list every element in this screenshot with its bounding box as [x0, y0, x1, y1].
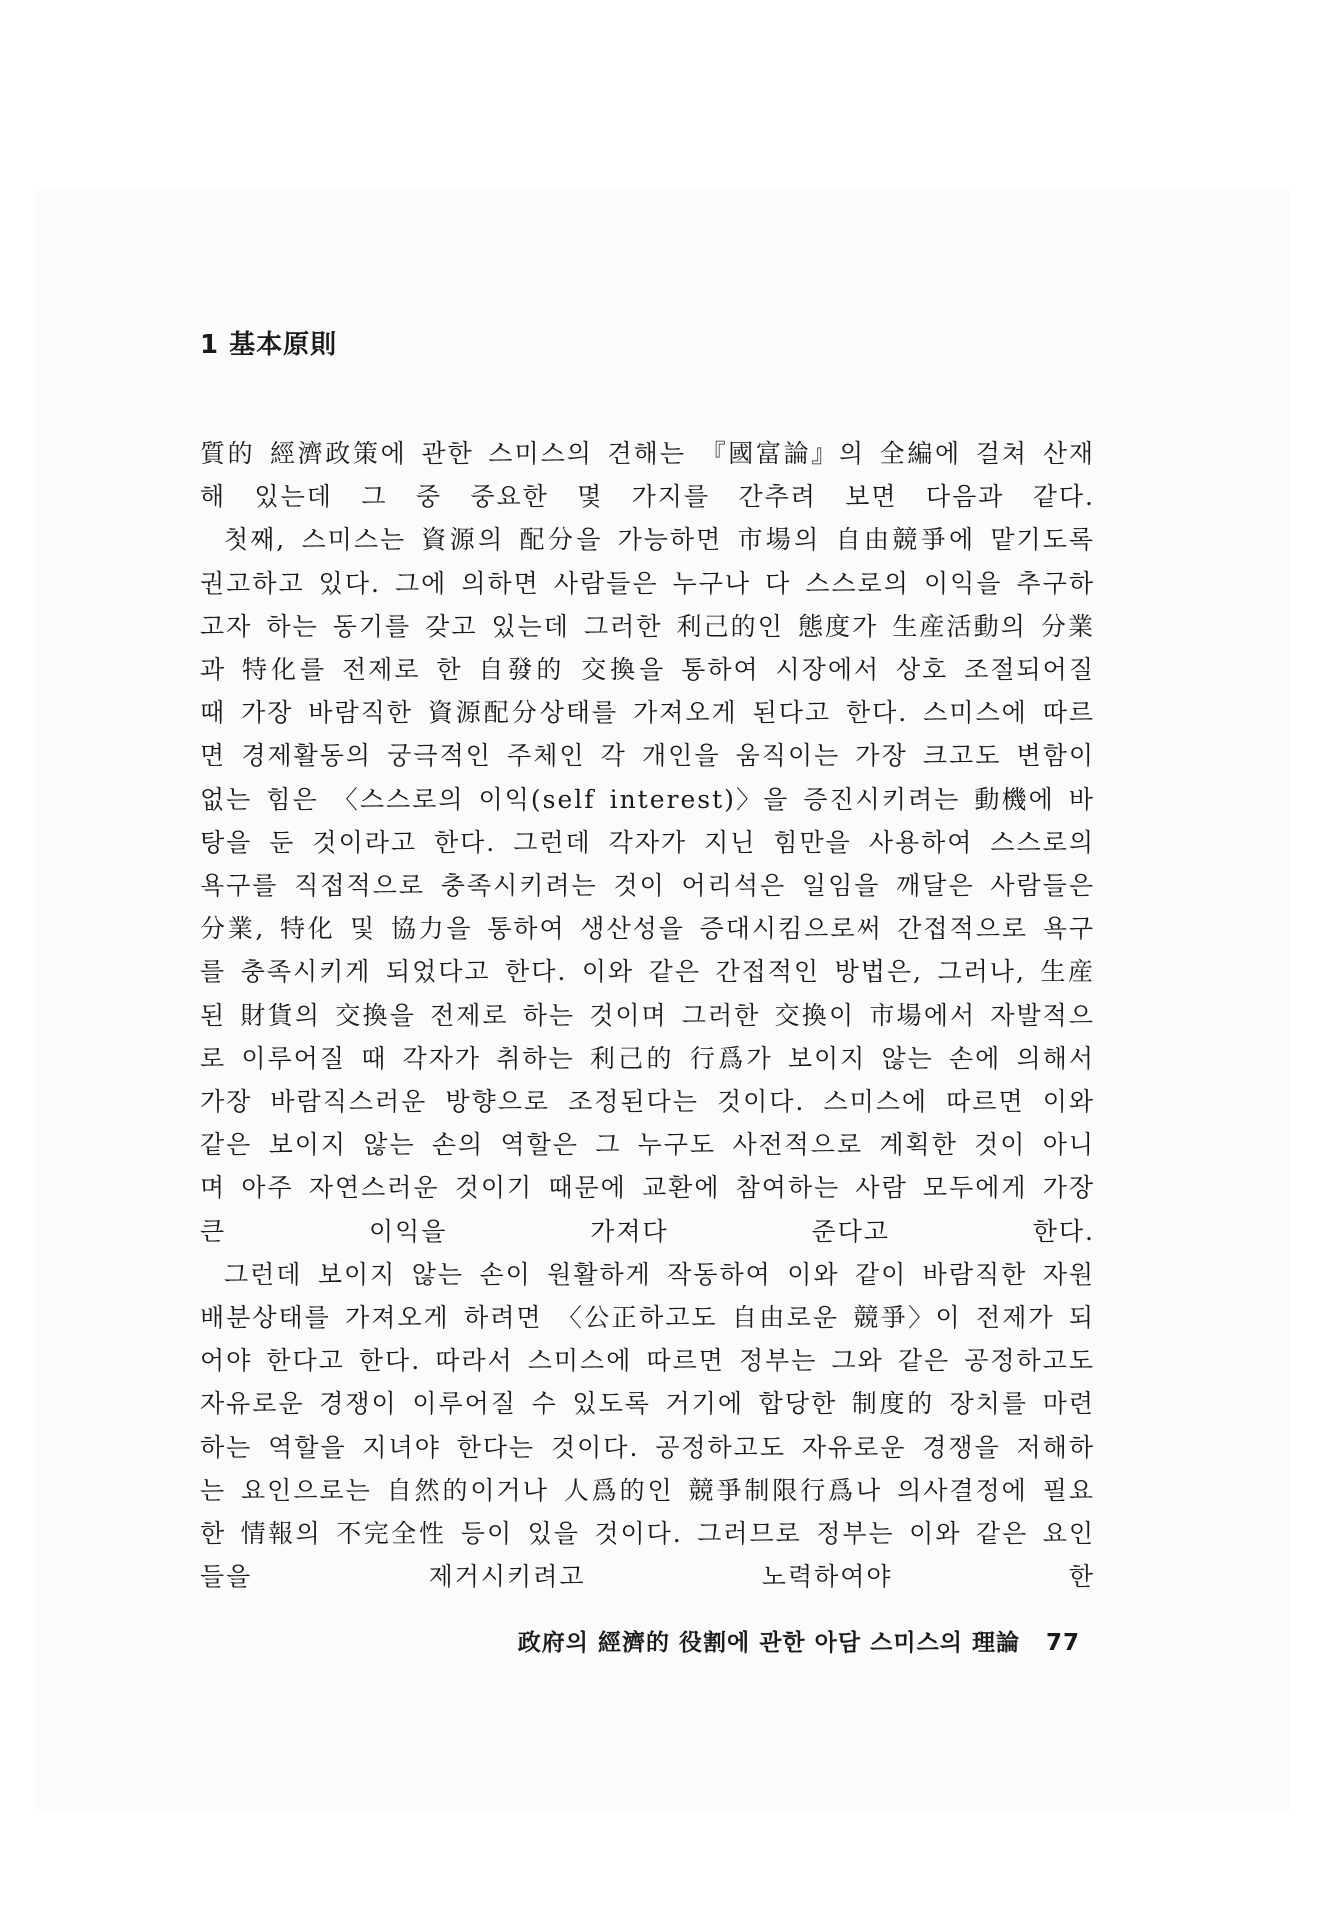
running-title: 政府의 經濟的 役割에 관한 아담 스미스의 理論: [517, 1629, 1020, 1656]
paragraph-1: 質的 經濟政策에 관한 스미스의 견해는 『國富論』의 全編에 걸쳐 산재해 있는데 그 중 중요한 몇 가지를 간추려 보면 다음과 같다.: [200, 439, 1095, 512]
running-footer: [200, 1624, 1080, 1657]
section-heading: 1 基本原則: [200, 330, 338, 360]
paragraph-2: 첫째, 스미스는 資源의 配分을 가능하면 市場의 自由競爭에 맡기도록 권고하고 있다. 그에 의하면 사람들은 누구나 다 스스로의 이익을 추구하고자 하는 동기를 갖고 있는데 그러한 利己的인 態度가 生産活動의 分業과 特化를 전제로 한 自發的 交換을 통하여 시장에서 상호 조절되어질 때 가장 바람직한 資源配分상태를 가져오게 된다고 한다. 스미스에 따르면 경제활동의 궁극적인 주체인 각 개인을 움직이는 가장 크고도 변함이 없는 힘은 〈스스로의 이익(self interest)〉을 증진시키려는 動機에 바탕을 둔 것이라고 한다. 그런데 각자가 지닌 힘만을 사용하여 스스로의 욕구를 직접적으로 충족시키려는 것이 어리석은 일임을 깨달은 사람들은 分業, 特化 및 協力을 통하여 생산성을 증대시킴으로써 간접적으로 욕구를 충족시키게 되었다고 한다. 이와 같은 간접적인 방법은, 그러나, 生産된 財貨의 交換을 전제로 하는 것이며 그러한 交換이 市場에서 자발적으로 이루어질 때 각자가 취하는 利己的 行爲가 보이지 않는 손에 의해서 가장 바람직스러운 방향으로 조정된다는 것이다. 스미스에 따르면 이와 같은 보이지 않는 손의 역할은 그 누구도 사전적으로 계획한 것이 아니며 아주 자연스러운 것이기 때문에 교환에 참여하는 사람 모두에게 가장 큰 이익을 가져다 준다고 한다.: [200, 525, 1095, 1246]
page-body: [200, 328, 1095, 1598]
page-number: 77: [1045, 1630, 1080, 1656]
paragraph-3: 그런데 보이지 않는 손이 원활하게 작동하여 이와 같이 바람직한 자원배분상태를 가져오게 하려면 〈公正하고도 自由로운 競爭〉이 전제가 되어야 한다고 한다. 따라서 스미스에 따르면 정부는 그와 같은 공정하고도 자유로운 경쟁이 이루어질 수 있도록 거기에 합당한 制度的 장치를 마련하는 역할을 지녀야 한다는 것이다. 공정하고도 자유로운 경쟁을 저해하는 요인으로는 自然的이거나 人爲的인 競爭制限行爲나 의사결정에 필요한 情報의 不完全性 등이 있을 것이다. 그러므로 정부는 이와 같은 요인들을 제거시키려고 노력하여야 한: [200, 1259, 1095, 1592]
